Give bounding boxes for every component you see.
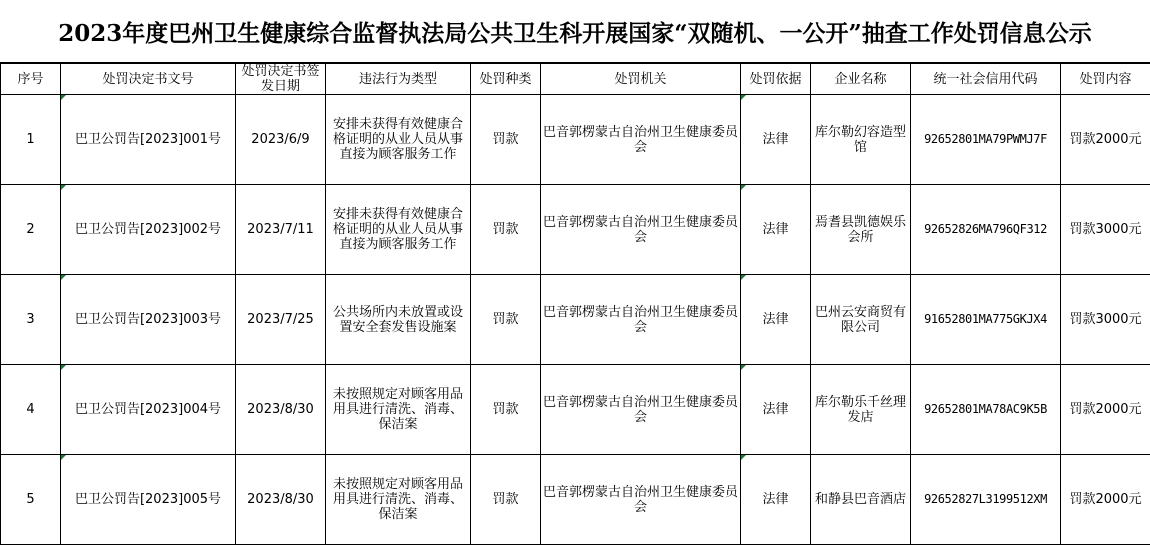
cell-credit-code[interactable]: 92652801MA79PWMJ7F: [911, 95, 1061, 185]
cell-sign-date[interactable]: 2023/6/9: [236, 95, 326, 185]
cell-doc-number[interactable]: [61, 275, 236, 365]
cell-comment-marker: [741, 455, 746, 460]
cell-credit-code[interactable]: 92652827L3199512XM: [911, 455, 1061, 545]
cell-comment-marker: [61, 455, 66, 460]
cell-penalty-content[interactable]: 罚款2000元: [1061, 95, 1150, 185]
cell-penalty-content[interactable]: 罚款3000元: [1061, 275, 1150, 365]
header-cell-penalty-content[interactable]: 处罚内容: [1061, 64, 1150, 95]
cell-company[interactable]: 焉耆县凯德娱乐会所: [811, 185, 911, 275]
cell-basis-text: 法律: [762, 492, 789, 507]
cell-index[interactable]: 4: [1, 365, 61, 455]
table-row: [1, 365, 1150, 455]
header-cell-basis[interactable]: 处罚依据: [741, 64, 811, 95]
cell-credit-code[interactable]: 92652801MA78AC9K5B: [911, 365, 1061, 455]
cell-basis-text: 法律: [762, 312, 789, 327]
cell-authority[interactable]: 巴音郭楞蒙古自治州卫生健康委员会: [541, 365, 741, 455]
table-row: [1, 275, 1150, 365]
header-cell-doc-number[interactable]: 处罚决定书文号: [61, 64, 236, 95]
cell-penalty-type[interactable]: 罚款: [471, 185, 541, 275]
cell-doc-number[interactable]: [61, 455, 236, 545]
cell-doc-number-text: 巴卫公罚告[2023]004号: [74, 402, 222, 417]
cell-comment-marker: [61, 185, 66, 190]
cell-violation-type[interactable]: 安排未获得有效健康合格证明的从业人员从事直接为顾客服务工作: [326, 95, 471, 185]
cell-basis[interactable]: [741, 455, 811, 545]
header-cell-violation-type[interactable]: 违法行为类型: [326, 64, 471, 95]
table-row: [1, 455, 1150, 545]
cell-penalty-content[interactable]: 罚款2000元: [1061, 455, 1150, 545]
cell-authority[interactable]: 巴音郭楞蒙古自治州卫生健康委员会: [541, 185, 741, 275]
cell-basis[interactable]: [741, 185, 811, 275]
cell-company[interactable]: 巴州云安商贸有限公司: [811, 275, 911, 365]
header-cell-sign-date[interactable]: 处罚决定书签发日期: [236, 64, 326, 95]
cell-doc-number-text: 巴卫公罚告[2023]003号: [74, 312, 222, 327]
cell-credit-code[interactable]: 91652801MA775GKJX4: [911, 275, 1061, 365]
cell-doc-number-text: 巴卫公罚告[2023]002号: [74, 222, 222, 237]
cell-penalty-content[interactable]: 罚款3000元: [1061, 185, 1150, 275]
cell-penalty-content[interactable]: 罚款2000元: [1061, 365, 1150, 455]
cell-index[interactable]: 5: [1, 455, 61, 545]
cell-basis[interactable]: [741, 365, 811, 455]
cell-comment-marker: [741, 185, 746, 190]
cell-sign-date[interactable]: 2023/8/30: [236, 365, 326, 455]
header-cell-credit-code[interactable]: 统一社会信用代码: [911, 64, 1061, 95]
cell-company[interactable]: 库尔勒乐千丝理发店: [811, 365, 911, 455]
cell-penalty-type[interactable]: 罚款: [471, 455, 541, 545]
cell-violation-type[interactable]: 未按照规定对顾客用品用具进行清洗、消毒、保洁案: [326, 455, 471, 545]
table-row: [1, 95, 1150, 185]
header-row: [1, 64, 1150, 95]
cell-doc-number-text: 巴卫公罚告[2023]001号: [74, 132, 222, 147]
cell-violation-type[interactable]: 未按照规定对顾客用品用具进行清洗、消毒、保洁案: [326, 365, 471, 455]
cell-comment-marker: [741, 275, 746, 280]
cell-company[interactable]: 库尔勒幻容造型馆: [811, 95, 911, 185]
cell-comment-marker: [741, 95, 746, 100]
cell-index[interactable]: 3: [1, 275, 61, 365]
header-cell-index[interactable]: 序号: [1, 64, 61, 95]
cell-penalty-type[interactable]: 罚款: [471, 275, 541, 365]
penalty-table: [0, 63, 1150, 545]
header-cell-penalty-type[interactable]: 处罚种类: [471, 64, 541, 95]
cell-basis[interactable]: [741, 275, 811, 365]
cell-comment-marker: [741, 365, 746, 370]
cell-comment-marker: [61, 275, 66, 280]
cell-index[interactable]: 1: [1, 95, 61, 185]
cell-doc-number-text: 巴卫公罚告[2023]005号: [74, 492, 222, 507]
cell-doc-number[interactable]: [61, 185, 236, 275]
cell-authority[interactable]: 巴音郭楞蒙古自治州卫生健康委员会: [541, 95, 741, 185]
cell-company[interactable]: 和静县巴音酒店: [811, 455, 911, 545]
header-cell-authority[interactable]: 处罚机关: [541, 64, 741, 95]
cell-sign-date[interactable]: 2023/7/25: [236, 275, 326, 365]
sheet-title[interactable]: 2023年度巴州卫生健康综合监督执法局公共卫生科开展国家“双随机、一公开”抽查工作处罚信息公示: [0, 0, 1150, 63]
cell-comment-marker: [61, 365, 66, 370]
cell-sign-date[interactable]: 2023/7/11: [236, 185, 326, 275]
cell-doc-number[interactable]: [61, 365, 236, 455]
cell-credit-code[interactable]: 92652826MA796QF312: [911, 185, 1061, 275]
cell-basis-text: 法律: [762, 402, 789, 417]
cell-basis-text: 法律: [762, 132, 789, 147]
cell-violation-type[interactable]: 公共场所内未放置或设置安全套发售设施案: [326, 275, 471, 365]
cell-penalty-type[interactable]: 罚款: [471, 95, 541, 185]
cell-sign-date[interactable]: 2023/8/30: [236, 455, 326, 545]
cell-authority[interactable]: 巴音郭楞蒙古自治州卫生健康委员会: [541, 275, 741, 365]
cell-penalty-type[interactable]: 罚款: [471, 365, 541, 455]
cell-basis-text: 法律: [762, 222, 789, 237]
table-row: [1, 185, 1150, 275]
cell-comment-marker: [61, 95, 66, 100]
cell-violation-type[interactable]: 安排未获得有效健康合格证明的从业人员从事直接为顾客服务工作: [326, 185, 471, 275]
cell-authority[interactable]: 巴音郭楞蒙古自治州卫生健康委员会: [541, 455, 741, 545]
header-cell-company[interactable]: 企业名称: [811, 64, 911, 95]
cell-index[interactable]: 2: [1, 185, 61, 275]
cell-doc-number[interactable]: [61, 95, 236, 185]
cell-basis[interactable]: [741, 95, 811, 185]
